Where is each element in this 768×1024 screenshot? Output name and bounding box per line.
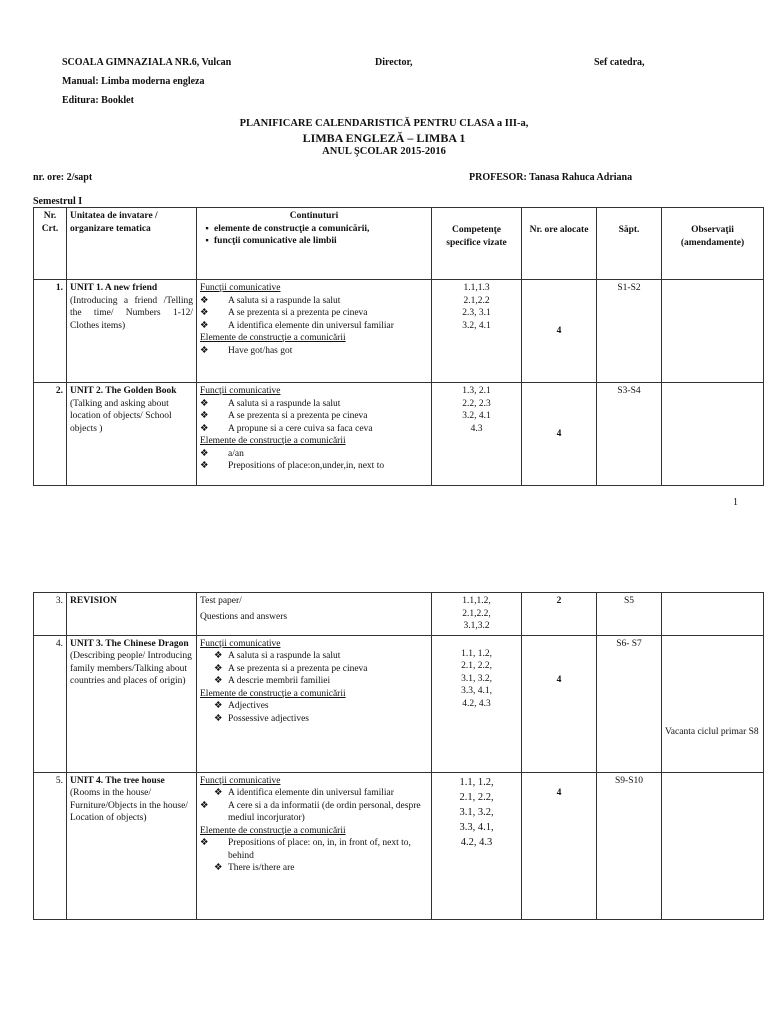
competences-cell: 1.1,1.2, 2.1,2.2, 3.1,3.2 [432,593,522,636]
title-line3: ANUL ŞCOLAR 2015-2016 [322,146,446,157]
table-row: 1. UNIT 1. A new friend (Introducing a friend /Telling the time/ Numbers 1-12/ Clothes items) Funcţii comunicative ❖ A saluta si a raspunde la salut ❖ A se prezenta si a prezenta pe cineva ❖ A identifica elemente din universul familiar Elemente de construcţie a comunicării ❖ Have got/has got 1.1,1.3 2.1,2.2 2.3, 3.1 3.2, 4.1 4 S1-S2 [34,280,764,383]
title-line2: LIMBA ENGLEZĂ – LIMBA 1 [302,131,466,145]
diamond-bullet-icon: ❖ [214,663,223,674]
diamond-bullet-icon: ❖ [200,800,209,811]
col-week: Săpt. [597,208,662,280]
square-bullet-icon: ▪ [205,223,209,234]
content-cell: Test paper/ Questions and answers [197,593,432,636]
diamond-bullet-icon: ❖ [214,788,223,798]
unit-cell: UNIT 4. The tree house (Rooms in the house/ Furniture/Objects in the house/ Location of objects) [67,772,197,919]
page-number: 1 [733,497,738,508]
competences-cell: 1.1, 1.2, 2.1, 2.2, 3.1, 3.2, 3.3, 4.1, 4.2, 4.3 [432,635,522,772]
square-bullet-icon: ▪ [205,236,209,246]
hours-per-week: nr. ore: 2/sapt [33,172,93,183]
col-observations: Observaţii (amendamente) [662,208,764,280]
col-hours: Nr. ore alocate [522,208,597,280]
diamond-bullet-icon: ❖ [214,713,223,724]
diamond-bullet-icon: ❖ [200,448,209,459]
competences-cell: 1.1,1.3 2.1,2.2 2.3, 3.1 3.2, 4.1 [432,280,522,383]
diamond-bullet-icon: ❖ [200,320,209,331]
content-cell: Funcţii comunicative ❖ A saluta si a raspunde la salut ❖ A se prezenta si a prezenta pe cineva ❖ A propune si a cere cuiva sa faca ceva Elemente de construcţie a comunicării ❖ a/an ❖ Prepositions of place:on,under,in, next to [197,383,432,486]
col-unit: Unitatea de invatare / organizare tematica [67,208,197,280]
diamond-bullet-icon: ❖ [200,345,209,356]
table-row: 2. UNIT 2. The Golden Book (Talking and asking about location of objects/ School objects ) Funcţii comunicative ❖ A saluta si a raspunde la salut ❖ A se prezenta si a prezenta pe cineva ❖ A propune si a cere cuiva sa faca ceva Elemente de construcţie a comunicării ❖ a/an ❖ Prepositions of place:on,under,in, next to 1.3, 2.1 2.2, 2.3 3.2, 4.1 4.3 4 S3-S4 [34,383,764,486]
unit-cell: UNIT 1. A new friend (Introducing a friend /Telling the time/ Numbers 1-12/ Clothes items) [67,280,197,383]
col-nr: Nr. Crt. [34,208,67,280]
teacher-name: PROFESOR: Tanasa Rahuca Adriana [469,172,633,183]
table-row: 3. REVISION Test paper/ Questions and answers 1.1,1.2, 2.1,2.2, 3.1,3.2 2 S5 [34,593,764,636]
diamond-bullet-icon: ❖ [214,701,223,711]
table-header-row [34,208,764,280]
content-cell: Funcţii comunicative ❖ A saluta si a raspunde la salut ❖ A se prezenta si a prezenta pe cineva ❖ A identifica elemente din universul familiar Elemente de construcţie a comunicării ❖ Have got/has got [197,280,432,383]
chief-label: Sef catedra, [594,57,645,68]
diamond-bullet-icon: ❖ [214,676,223,686]
diamond-bullet-icon: ❖ [200,423,209,434]
competences-cell: 1.1, 1.2, 2.1, 2.2, 3.1, 3.2, 3.3, 4.1, 4.2, 4.3 [432,772,522,919]
diamond-bullet-icon: ❖ [200,308,209,318]
diamond-bullet-icon: ❖ [200,398,209,409]
plan-table-page1 [33,207,764,486]
unit-cell: UNIT 2. The Golden Book (Talking and asking about location of objects/ School objects ) [67,383,197,486]
competences-cell: 1.3, 2.1 2.2, 2.3 3.2, 4.1 4.3 [432,383,522,486]
diamond-bullet-icon: ❖ [200,411,209,421]
diamond-bullet-icon: ❖ [200,838,209,848]
manual-label: Manual: Limba moderna engleza [62,76,205,87]
unit-cell: UNIT 3. The Chinese Dragon (Describing people/ Introducing family members/Talking about countries and places of origin) [67,635,197,772]
publisher-label: Editura: Booklet [62,95,134,106]
col-competences: Competenţe specifice vizate [432,208,522,280]
school-name: SCOALA GIMNAZIALA NR.6, Vulcan [62,57,232,68]
table-row: 5. UNIT 4. The tree house (Rooms in the house/ Furniture/Objects in the house/ Location of objects) Funcţii comunicative ❖ A identifica elemente din universul familiar ❖ A cere si a da informatii (de ordin personal, despre mediul incorjurator) Elemente de construcţie a comunicării ❖ Prepositions of place: on, in, in front of, next to, behind ❖ There is/there are 1.1, 1.2, 2.1, 2.2, 3.1, 3.2, 3.3, 4.1, 4.2, 4.3 4 S9-S10 [34,772,764,919]
diamond-bullet-icon: ❖ [200,295,209,306]
content-cell: Funcţii comunicative ❖ A saluta si a raspunde la salut ❖ A se prezenta si a prezenta pe cineva ❖ A descrie membrii familiei Elemente de construcţie a comunicării ❖ Adjectives ❖ Possessive adjectives [197,635,432,772]
diamond-bullet-icon: ❖ [200,461,209,471]
diamond-bullet-icon: ❖ [214,863,223,873]
col-content: Continuturi ▪ elemente de construcţie a comunicării, ▪ funcţii comunicative ale limbii [197,208,432,280]
table-row: 4. UNIT 3. The Chinese Dragon (Describing people/ Introducing family members/Talking about countries and places of origin) Funcţii comunicative ❖ A saluta si a raspunde la salut ❖ A se prezenta si a prezenta pe cineva ❖ A descrie membrii familiei Elemente de construcţie a comunicării ❖ Adjectives ❖ Possessive adjectives 1.1, 1.2, 2.1, 2.2, 3.1, 3.2, 3.3, 4.1, 4.2, 4.3 4 S6- S7 Vacanta ciclul primar S8 [34,635,764,772]
content-cell: Funcţii comunicative ❖ A identifica elemente din universul familiar ❖ A cere si a da informatii (de ordin personal, despre mediul incorjurator) Elemente de construcţie a comunicării ❖ Prepositions of place: on, in, in front of, next to, behind ❖ There is/there are [197,772,432,919]
plan-table-page2 [33,592,764,920]
title-line1: PLANIFICARE CALENDARISTICĂ PENTRU CLASA a III-a, [239,118,529,129]
semester-label: Semestrul I [33,196,83,207]
diamond-bullet-icon: ❖ [214,651,223,661]
director-label: Director, [375,57,413,68]
